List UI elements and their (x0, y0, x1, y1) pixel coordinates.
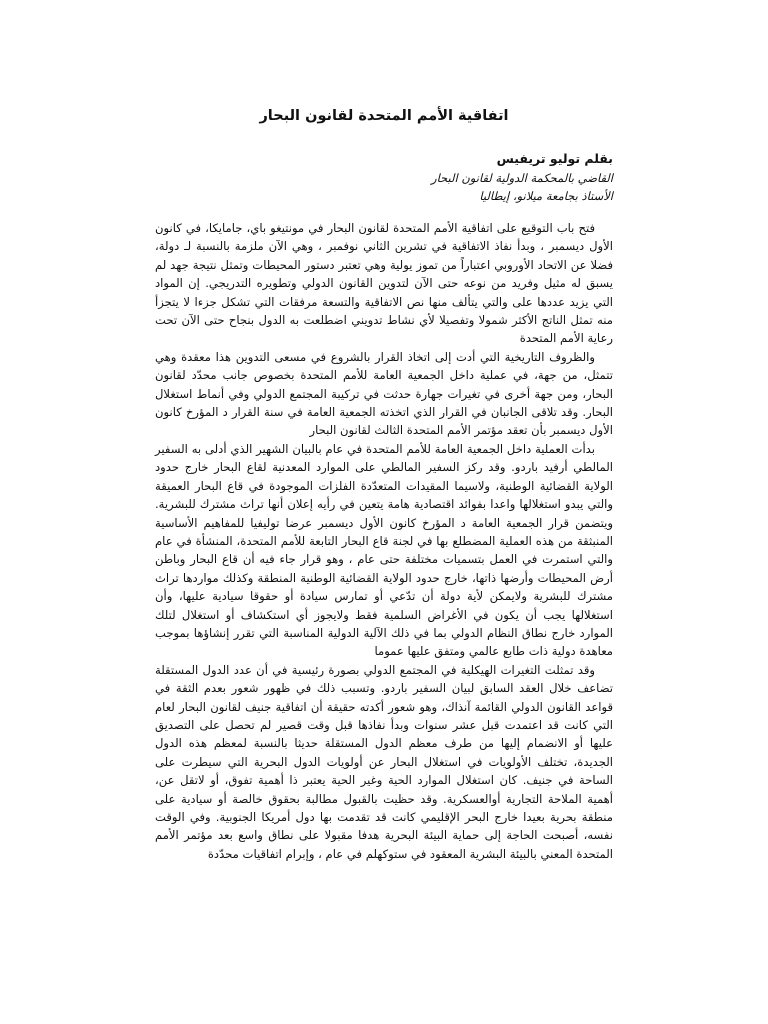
paragraph-seabed-process: بدأت العملية داخل الجمعية العامة للأمم المتحدة في عام بالبيان الشهير الذي أدلى به السفير المالطي أرفيد باردو. وقد ركز السفير المالطي على الموارد المعدنية لقاع البحار خارج حدود الولاية القضائية الوطنية، ولاسيما المقيدات المتعدّدة الفلزات الموجودة في قاع البحار العميقة والتي يبدو استغلالها واعدا بفوائد اقتصادية هامة يتعين في رأيه إعلان أنها تراث مشترك للبشرية. ويتضمن قرار الجمعية العامة د المؤرخ كانون الأول ديسمبر عرضا توليفيا للمفاهيم الأساسية المنبثقة من هذه العملية المضطلع بها في لجنة قاع البحار التابعة للأمم المتحدة، المنشأة في عام والتي استمرت في العمل بتسميات مختلفة حتى عام ، وهو قرار جاء فيه أن قاع البحار وباطن أرض المحيطات وأرضها ذاتها، خارج حدود الولاية القضائية الوطنية المنطقة وكذلك مواردها تراث مشترك للبشرية ولايمكن لأية دولة أن تدّعي أو تمارس سيادة أو حقوقا سيادية عليها، وأن استغلالها يجب أن يكون في الأغراض السلمية فقط ولايجوز أي استكشاف أو استغلال لتلك الموارد خارج نطاق النظام الدولي بما في ذلك الآلية الدولية المناسبة التي تقرر إنشاؤها بموجب معاهدة دولية ذات طابع عالمي ومتفق عليها عموما (155, 441, 613, 659)
author-name: بقلم توليو تريفيس (496, 151, 613, 166)
author-affiliation-judge: القاضي بالمحكمة الدولية لقانون البحار (431, 171, 613, 185)
paragraph-structural-changes: وقد تمثلت التغيرات الهيكلية في المجتمع الدولي بصورة رئيسية في أن عدد الدول المستقلة تضاعف خلال العقد السابق لبيان السفير باردو. وتسبب ذلك في ظهور شعور بعدم الثقة في قواعد القانون الدولي القائمة آنذاك، وهو شعور أكدته حقيقة أن اتفاقية جنيف لقانون البحار لعام التي كانت قد اعتمدت قبل عشر سنوات وبدأ نفاذها قبل وقت قصير لم تحصل على التصديق عليها أو الانضمام إليها من طرف معظم الدول المستقلة حديثا بالنسبة لمعظم هذه الدول الجديدة، تختلف الأولويات في استغلال البحار عن أولويات الدول البحرية التي سيطرت على الساحة في جنيف. كان استغلال الموارد الحية وغير الحية يعتبر ذا أهمية تفوق، أو لاتقل عن، أهمية الملاحة التجارية أوالعسكرية. وقد حظيت بالقبول مطالبة بحقوق خالصة أو سيادية على منطقة بحرية بعيدا خارج البحر الإقليمي كانت قد تقدمت بها دول أمريكا الجنوبية. وفي الوقت نفسه، أصبحت الحاجة إلى حماية البيئة البحرية هدفا مقبولا على نطاق واسع بعد مؤتمر الأمم المتحدة المعني بالبيئة البشرية المعقود في ستوكهلم في عام ، وإبرام اتفاقيات محدّدة (155, 662, 613, 861)
document-body (155, 219, 613, 863)
author-affiliation-professor: الأستاذ بجامعة ميلانو، إيطاليا (479, 189, 613, 203)
paragraph-opening: فتح باب التوقيع على اتفاقية الأمم المتحدة لقانون البحار في مونتيغو باي، جامايكا، في كانون الأول ديسمبر ، وبدأ نفاذ الاتفاقية في تشرين الثاني نوفمبر ، وهي الآن ملزمة بالنسبة لـ دولة، فضلا عن الاتحاد الأوروبي اعتباراً من تموز يولية وهي تعتبر دستور المحيطات وتمثل نتيجة جهد لم يسبق له مثيل وفريد من نوعه حتى الآن لتدوين القانون الدولي وتطويره التدريجي. إن المواد التي يزيد عددها على والتي يتألف منها نص الاتفاقية والتسعة مرفقات التي تشكل جزءا لا يتجزأ منه تمثل الناتج الأكثر شمولا وتفصيلا لأي نشاط تدويني اضطلعت به الدول بنجاح حتى الآن تحت رعاية الأمم المتحدة (155, 221, 613, 346)
byline (155, 149, 613, 205)
paragraph-historical-circumstances: والظروف التاريخية التي أدت إلى اتخاذ القرار بالشروع في مسعى التدوين هذا معقدة وهي تتمثل، من جهة، في عملية داخل الجمعية العامة للأمم المتحدة بخصوص جانب محدّد لقانون البحار، ومن جهة أخرى في تغيرات جهارة حدثت في تركيبة المجتمع الدولي وفي أنماط استغلال البحار. وقد تلاقى الجانبان في القرار الذي اتخذته الجمعية العامة في سنة القرار د المؤرخ كانون الأول ديسمبر بأن تعقد مؤتمر الأمم المتحدة الثالث لقانون البحار (155, 349, 613, 438)
document-title: اتفاقية الأمم المتحدة لقانون البحار (259, 108, 509, 124)
